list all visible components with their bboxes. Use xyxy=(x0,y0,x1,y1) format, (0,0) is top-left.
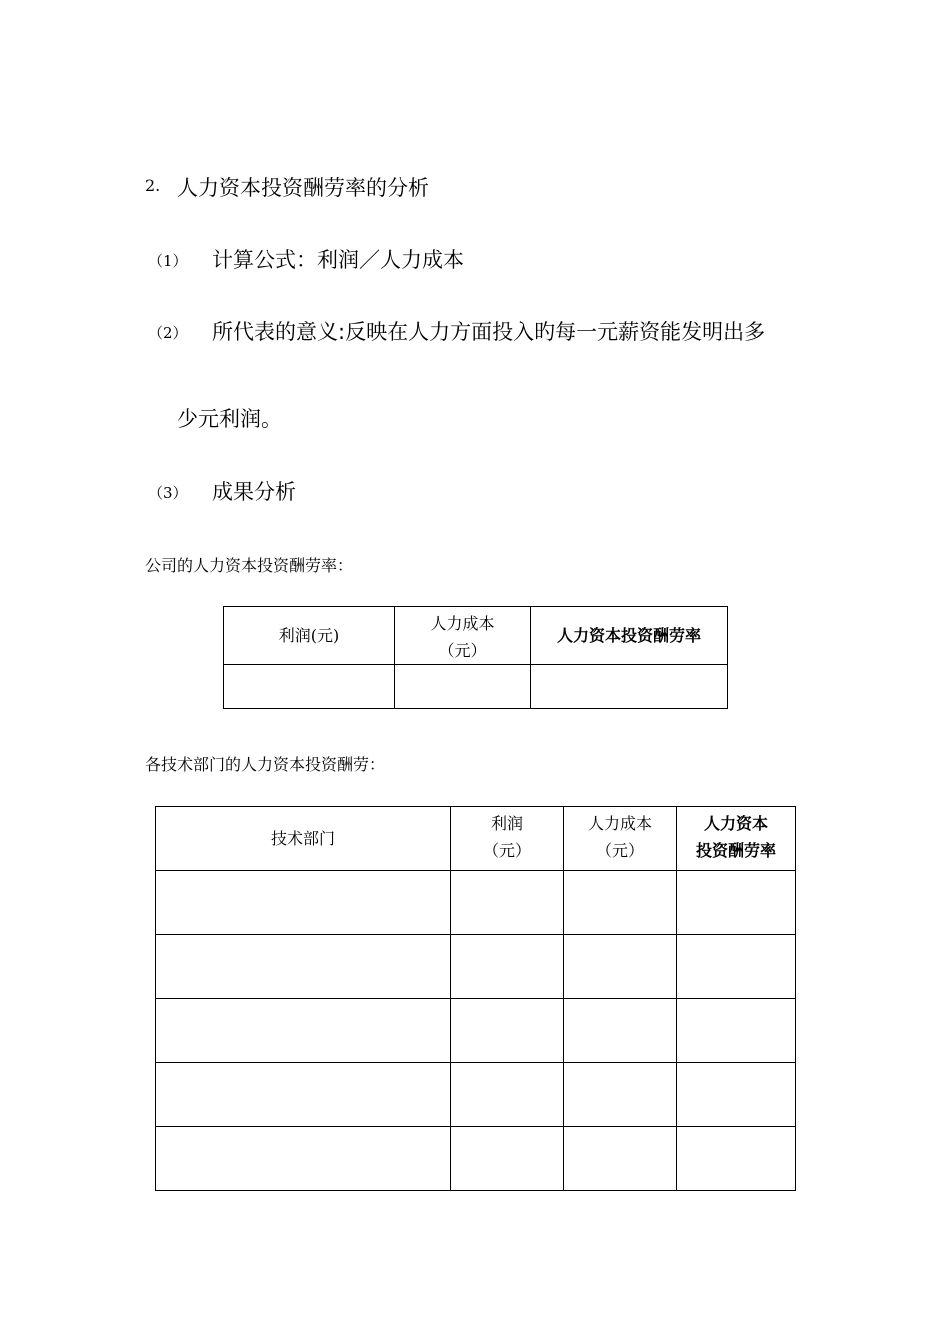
table-cell xyxy=(451,1127,564,1191)
table-cell xyxy=(564,871,677,935)
table-cell xyxy=(451,935,564,999)
header-cost-line1: 人力成本 xyxy=(587,814,652,833)
table-cell xyxy=(156,871,451,935)
table-cell xyxy=(677,999,796,1063)
table-cell xyxy=(451,1063,564,1127)
table-cell xyxy=(677,1063,796,1127)
item-number: （3） xyxy=(148,484,188,502)
header-cost-line2: （元） xyxy=(438,641,487,660)
section-title: 人力资本投资酬劳率的分析 xyxy=(177,176,429,200)
table-cell xyxy=(156,1063,451,1127)
item-text-analysis: 成果分析 xyxy=(212,480,296,504)
company-rate-table xyxy=(223,606,728,709)
table2-caption: 各技术部门的人力资本投资酬劳： xyxy=(145,755,386,774)
section-number: 2. xyxy=(145,176,161,195)
table-cell xyxy=(156,935,451,999)
table-row xyxy=(156,1127,796,1191)
table-cell xyxy=(677,935,796,999)
header-rate xyxy=(677,807,796,871)
table-cell xyxy=(677,1127,796,1191)
table-row xyxy=(156,871,796,935)
header-rate: 人力资本投资酬劳率 xyxy=(531,607,728,665)
table-cell xyxy=(224,665,395,709)
header-cost xyxy=(564,807,677,871)
header-profit xyxy=(451,807,564,871)
header-rate-line2: 投资酬劳率 xyxy=(695,841,776,860)
table-cell xyxy=(564,1127,677,1191)
table-cell xyxy=(564,935,677,999)
table-cell xyxy=(156,1127,451,1191)
table-row xyxy=(156,999,796,1063)
item-text-meaning-continuation: 少元利润。 xyxy=(177,407,282,431)
table-cell xyxy=(451,871,564,935)
table-cell xyxy=(564,999,677,1063)
table-cell xyxy=(564,1063,677,1127)
department-rate-table xyxy=(155,806,796,1191)
table-row xyxy=(156,935,796,999)
header-profit-line1: 利润 xyxy=(490,814,523,833)
table-header-row xyxy=(156,807,796,871)
item-number: （1） xyxy=(148,252,188,270)
header-profit-line2: （元） xyxy=(482,841,531,860)
header-cost-line2: （元） xyxy=(595,841,644,860)
table-cell xyxy=(451,999,564,1063)
table-header-row xyxy=(224,607,728,665)
header-cost xyxy=(395,607,531,665)
table-cell xyxy=(156,999,451,1063)
table1-caption: 公司的人力资本投资酬劳率： xyxy=(145,556,354,575)
table-cell xyxy=(531,665,728,709)
table-cell xyxy=(395,665,531,709)
item-number: （2） xyxy=(148,324,188,342)
header-cost-line1: 人力成本 xyxy=(430,614,495,633)
header-rate-line1: 人力资本 xyxy=(703,814,768,833)
table-cell xyxy=(677,871,796,935)
item-text-meaning: 所代表的意义:反映在人力方面投入旳每一元薪资能发明出多 xyxy=(212,320,766,344)
item-text-formula: 计算公式：利润／人力成本 xyxy=(212,248,464,272)
table-row xyxy=(224,665,728,709)
table-row xyxy=(156,1063,796,1127)
header-dept: 技术部门 xyxy=(156,807,451,871)
header-profit: 利润(元) xyxy=(224,607,395,665)
